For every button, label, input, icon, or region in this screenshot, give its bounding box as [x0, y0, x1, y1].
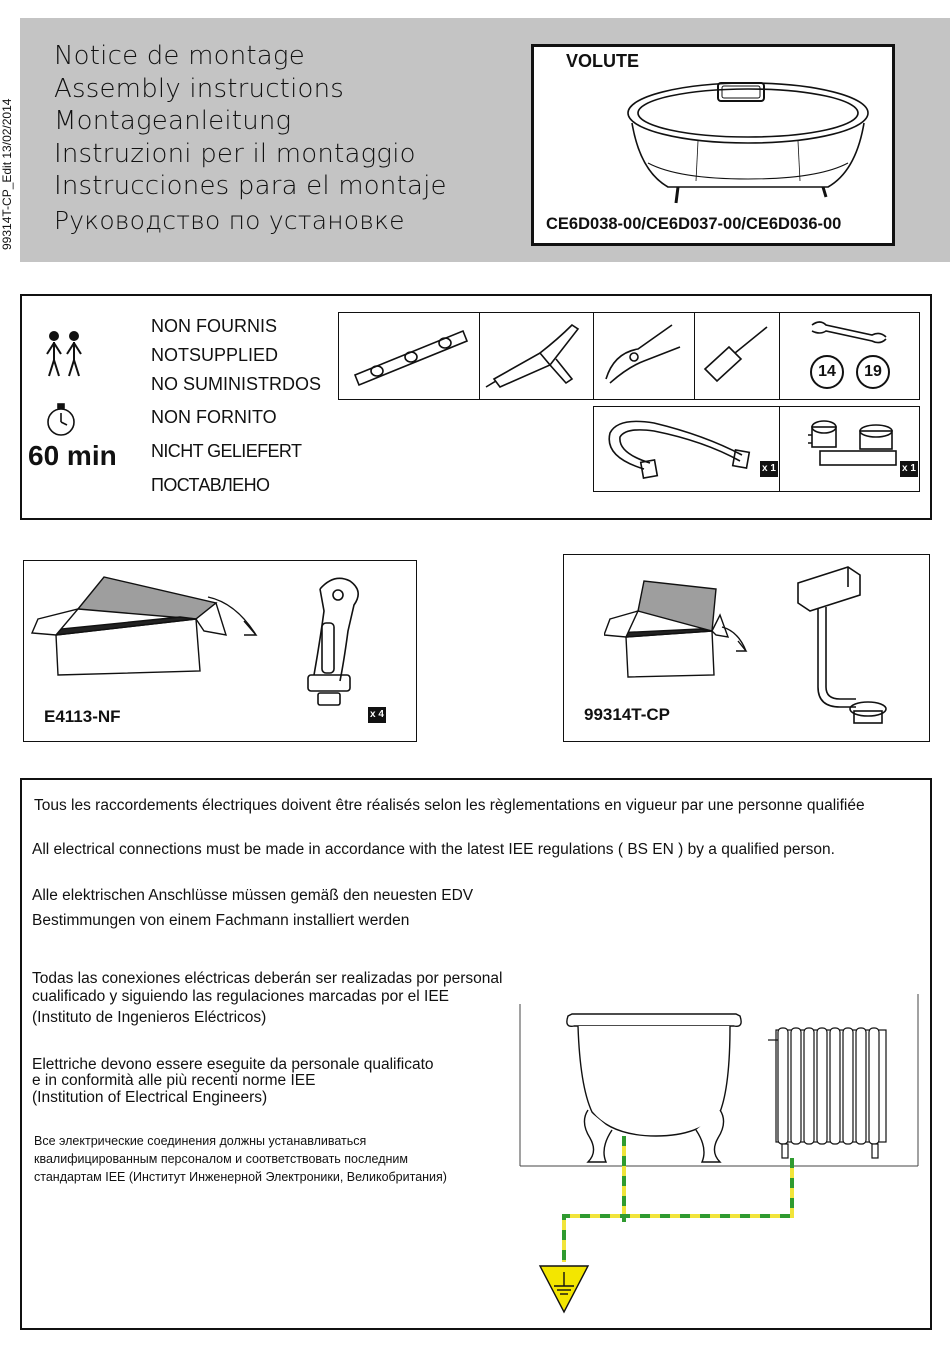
electrical-note-es-3: (Instituto de Ingenieros Eléctricos)	[32, 1009, 267, 1026]
electrical-note-ru-3: стандартам IEE (Институт Инженерной Электроники, Великобритания)	[34, 1170, 447, 1184]
electrical-note-es-2: cualificado y siguiendo las regulaciones marcadas por el IEE	[32, 988, 450, 1005]
title-fr: Notice de montage	[54, 41, 305, 71]
feet-quantity-badge: x 4	[368, 707, 386, 723]
two-persons-icon	[44, 330, 84, 378]
bathtub-side-view	[567, 1014, 741, 1162]
not-supplied-es: NO SUMINISTRDOS	[151, 374, 322, 394]
title-it: Instruzioni per il montaggio	[54, 138, 416, 169]
wrench-size-14: 14	[810, 355, 844, 389]
product-name: VOLUTE	[566, 51, 640, 71]
open-box-small-illustration	[604, 575, 754, 685]
not-supplied-de: NICHT GELIEFERT	[151, 441, 302, 461]
open-box-illustration	[30, 573, 270, 683]
feet-package-code: E4113-NF	[44, 707, 121, 726]
screwdriver-icon	[695, 313, 779, 399]
bath-foot-illustration	[300, 571, 370, 719]
sealant-gun-icon	[480, 313, 593, 399]
electrical-note-de-1: Alle elektrischen Anschlüsse müssen gemäß den neuesten EDV	[32, 887, 474, 904]
hose-quantity-badge: x 1	[760, 461, 778, 477]
electrical-note-it-2: e in conformità alle più recenti norme IEE	[32, 1072, 316, 1089]
tool-cell-level	[338, 312, 480, 400]
electrical-note-it-3: (Institution of Electrical Engineers)	[32, 1089, 268, 1106]
trap-quantity-badge: x 1	[900, 461, 918, 477]
tool-cell-sealant-gun	[479, 312, 594, 400]
title-en: Assembly instructions	[54, 73, 345, 104]
overflow-waste-illustration	[784, 561, 894, 741]
feet-package-panel	[23, 560, 417, 742]
stopwatch-icon	[44, 402, 78, 438]
assembly-duration: 60 min	[28, 440, 117, 471]
pliers-icon	[594, 313, 694, 399]
product-codes: CE6D038-00/CE6D037-00/CE6D036-00	[546, 215, 842, 233]
tool-cell-pliers	[593, 312, 695, 400]
tool-cell-wrench	[779, 312, 920, 400]
electrical-note-it-1: Elettriche devono essere eseguite da personale qualificato	[32, 1056, 434, 1073]
title-de: Montageanleitung	[54, 106, 292, 137]
not-supplied-ru: ПОСТАВЛЕНО	[151, 475, 270, 495]
waste-package-code: 99314T-CP	[584, 705, 670, 724]
title-list	[54, 40, 447, 238]
tool-cell-screwdriver	[694, 312, 780, 400]
not-supplied-en: NOTSUPPLIED	[151, 345, 279, 365]
earthing-diagram	[516, 990, 920, 1320]
earth-ground-icon	[540, 1266, 588, 1312]
tool-cell-trap	[779, 406, 920, 492]
electrical-note-fr: Tous les raccordements électriques doivent être réalisés selon les règlementations en vigueur par une personne qualifiée	[34, 797, 865, 814]
product-panel	[531, 44, 895, 246]
bathtub-illustration	[618, 71, 878, 211]
electrical-note-en: All electrical connections must be made in accordance with the latest IEE regulations ( BS EN ) by a qualified person.	[32, 841, 835, 858]
electrical-note-ru-2: квалифицированным персоналом и соответствовать последним	[34, 1152, 408, 1166]
waste-trap-icon	[780, 407, 919, 491]
not-supplied-it: NON FORNITO	[151, 407, 277, 427]
electrical-note-es-1: Todas las conexiones eléctricas deberán ser realizadas por personal	[32, 970, 503, 987]
spirit-level-icon	[339, 313, 479, 399]
title-es: Instrucciones para el montaje	[54, 171, 447, 202]
not-supplied-fr: NON FOURNIS	[151, 316, 277, 336]
flexible-hose-icon	[594, 407, 779, 491]
waste-package-panel	[563, 554, 930, 742]
tool-cell-hose	[593, 406, 780, 492]
wrench-icon	[780, 313, 919, 353]
electrical-note-ru-1: Все электрические соединения должны устанавливаться	[34, 1134, 367, 1148]
electrical-note-de-2: Bestimmungen von einem Fachmann installiert werden	[32, 912, 410, 929]
radiator-icon	[768, 1028, 886, 1158]
wrench-size-19: 19	[856, 355, 890, 389]
title-ru: Руководство по установке	[54, 205, 405, 235]
